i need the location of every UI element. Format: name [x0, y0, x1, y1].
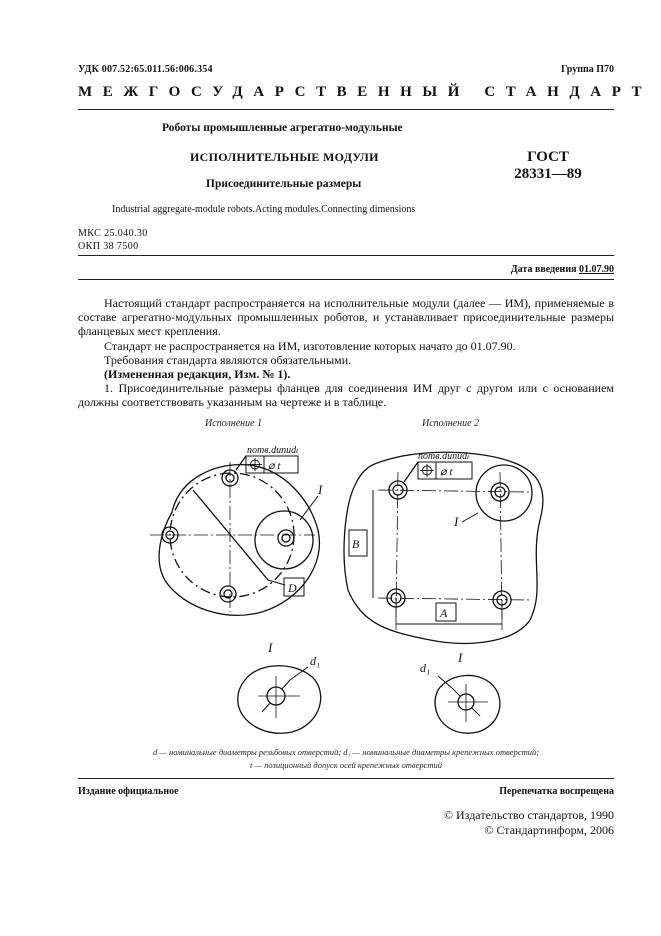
detail-d1-label-1: d₁	[310, 654, 321, 668]
gost-label: ГОСТ	[527, 149, 569, 165]
detail-I-variant1	[238, 666, 321, 734]
doc-title-line3: Присоединительные размеры	[206, 178, 362, 190]
figure-legend-line1: d — номинальные диаметры резьбовых отверстий; d₁ — номинальные диаметры крепежных отверстий;	[152, 747, 540, 757]
variant1-tolerance: ⌀ t	[268, 460, 281, 472]
paragraph-amendment: (Измененная редакция, Изм. № 1).	[104, 367, 291, 381]
caption-variant-2: Исполнение 2	[422, 418, 480, 429]
paragraph-clause-1: 1. Присоединительные размеры фланцев для соединения ИМ друг с другом или с основанием должны соответствовать указанным на чертеже и в таблице.	[78, 381, 614, 409]
footer-rule	[78, 778, 614, 779]
paragraph-mandatory: Требования стандарта являются обязательными.	[104, 353, 352, 367]
copyright-2006: © Стандартинформ, 2006	[484, 823, 614, 837]
mid-rule	[78, 255, 614, 256]
group-code: Группа П70	[561, 64, 614, 75]
variant1-detail-circle	[255, 511, 313, 569]
paragraph-scope: Настоящий стандарт распространяется на исполнительные модули (далее — ИМ), применяемые в составе агрегатно-модульных промышленных роботов, и устанавливает присоединительные размеры фланцевых мест крепления.	[78, 296, 614, 338]
dim-A-label: A	[440, 606, 448, 620]
edition-official: Издание официальное	[78, 786, 179, 797]
gost-designation	[512, 149, 584, 183]
variant1-hole-bottom	[220, 586, 236, 602]
variant2-tolerance: ⌀ t	[440, 466, 453, 478]
variant2-hole-note: nomв.dиnиdₜ	[418, 451, 470, 462]
mks-code: МКС 25.040.30	[78, 228, 148, 239]
paragraph-exclusion: Стандарт не распространяется на ИМ, изготовление которых начато до 01.07.90.	[104, 339, 516, 353]
copyright-1990: © Издательство стандартов, 1990	[443, 808, 614, 822]
detail-I-variant2	[435, 675, 500, 733]
doc-title-line2: ИСПОЛНИТЕЛЬНЫЕ МОДУЛИ	[190, 150, 379, 164]
figure-legend-line2: t — позиционный допуск осей крепежных отверстий	[249, 760, 443, 770]
doc-title-line1: Роботы промышленные агрегатно-модульные	[162, 122, 403, 134]
classification-codes	[78, 227, 148, 253]
top-rule	[78, 109, 614, 110]
flange-drawing	[0, 430, 661, 740]
variant1-pitch-circle	[170, 473, 294, 597]
variant1-hole-note: nomв.dиnиdₜ	[247, 445, 299, 456]
variant1-hole-right	[278, 530, 294, 546]
standard-banner: МЕЖГОСУДАРСТВЕННЫЙ СТАНДАРТ	[78, 84, 653, 100]
intro-date-label: Дата введения	[510, 264, 577, 275]
english-title: Industrial aggregate-module robots.Acting modules.Connecting dimensions	[112, 204, 416, 215]
variant1-detail-mark: I	[318, 482, 323, 497]
variant2-detail-circle	[476, 465, 532, 521]
caption-variant-1: Исполнение 1	[205, 418, 263, 429]
okp-code: ОКП 38 7500	[78, 241, 139, 252]
reprint-prohibited: Перепечатка воспрещена	[499, 786, 614, 797]
intro-date	[511, 264, 614, 275]
dim-D-label: D	[288, 581, 297, 595]
variant2-detail-mark: I	[454, 514, 459, 529]
detail-I-label-1: I	[268, 640, 273, 655]
gost-number: 28331—89	[514, 166, 582, 182]
detail-I-label-2: I	[458, 650, 463, 665]
detail-d1-label-2: d₁	[420, 661, 431, 675]
udk-code: УДК 007.52:65.011.56:006.354	[78, 64, 213, 75]
intro-date-value: 01.07.90	[579, 264, 614, 275]
dim-B-label: B	[352, 537, 360, 551]
date-rule	[78, 279, 614, 280]
